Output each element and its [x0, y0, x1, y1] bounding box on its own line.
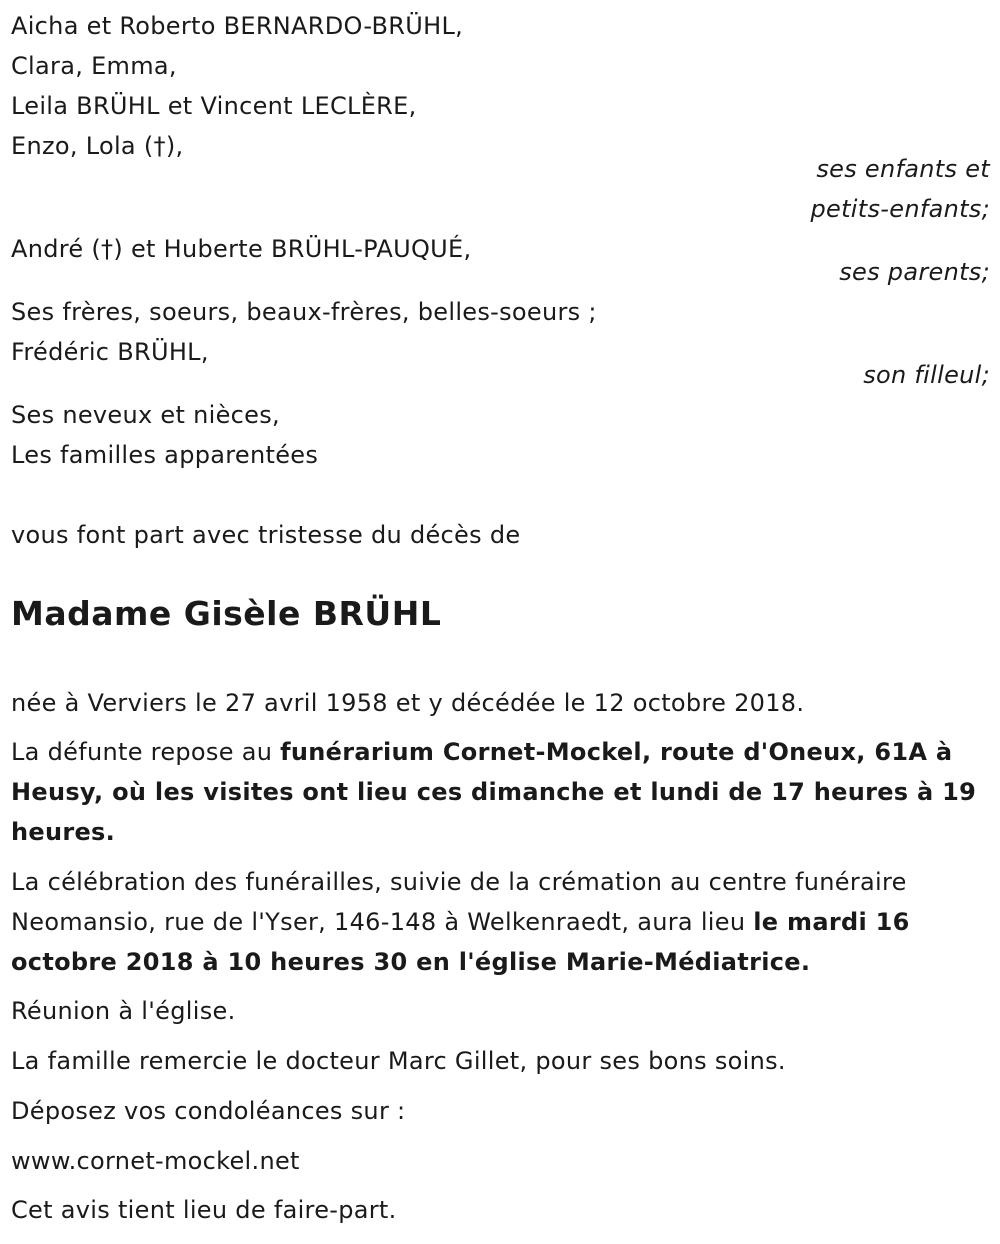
funeral-home-details: funérarium Cornet-Mockel, route d'Oneux, 61A à Heusy, où les visites ont lieu ces dimanche et lundi de 17 heures à 19 heures.	[11, 738, 977, 846]
notice-text: Cet avis tient lieu de faire-part.	[11, 1196, 397, 1224]
ceremony-date-place: le mardi 16 octobre 2018 à 10 heures 30 en l'église Marie-Médiatrice.	[11, 908, 910, 976]
family-line-children-2: Leila BRÜHL et Vincent LECLÈRE,	[11, 92, 417, 120]
birth-death-text: née à Verviers le 27 avril 1958 et y décédée le 12 octobre 2018.	[11, 689, 805, 717]
condolences-text: Déposez vos condoléances sur :	[11, 1097, 406, 1125]
family-line-children-1: Aicha et Roberto BERNARDO-BRÜHL,	[11, 12, 464, 40]
thanks-text: La famille remercie le docteur Marc Gillet, pour ses bons soins.	[11, 1047, 786, 1075]
family-line-siblings: Ses frères, soeurs, beaux-frères, belles-soeurs ;	[11, 298, 597, 326]
ceremony-text: La célébration des funérailles, suivie de la crémation au centre funéraire Neomansio, rue de l'Yser, 146-148 à Welkenraedt, aura lieu	[11, 868, 907, 936]
family-line-parents: André (†) et Huberte BRÜHL-PAUQUÉ,	[11, 235, 472, 263]
website-link[interactable]: www.cornet-mockel.net	[11, 1147, 300, 1175]
role-parents-label: ses parents;	[839, 258, 990, 286]
ceremony-paragraph	[11, 862, 986, 982]
family-line-nephews: Ses neveux et nièces,	[11, 401, 280, 429]
family-line-relatives: Les familles apparentées	[11, 441, 319, 469]
deceased-name: Madame Gisèle BRÜHL	[11, 594, 442, 633]
role-children-label-2: petits-enfants;	[810, 195, 990, 223]
family-line-grandchildren-1: Clara, Emma,	[11, 52, 177, 80]
role-godson-label: son filleul;	[863, 361, 990, 389]
role-children-label-1: ses enfants et	[816, 155, 990, 183]
repose-text: La défunte repose au	[11, 738, 281, 766]
family-line-grandchildren-2: Enzo, Lola (†),	[11, 132, 184, 160]
announcement-text: vous font part avec tristesse du décès de	[11, 521, 521, 549]
meeting-text: Réunion à l'église.	[11, 997, 236, 1025]
family-line-godson: Frédéric BRÜHL,	[11, 338, 209, 366]
repose-paragraph	[11, 732, 986, 852]
